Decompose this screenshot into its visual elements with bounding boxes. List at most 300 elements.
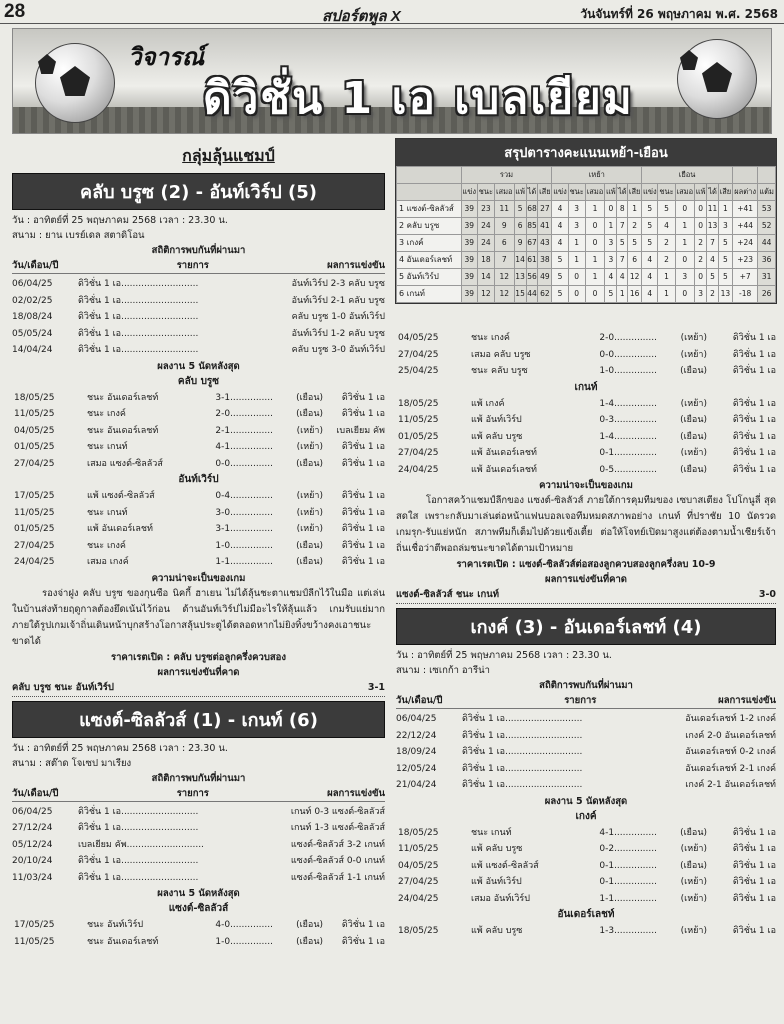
h2h-date: 05/12/24 [12, 839, 53, 850]
h2h-date: 06/04/25 [12, 279, 53, 289]
h2h-list [12, 276, 385, 359]
standings-cell: 5 [617, 235, 628, 252]
h2h-heading: สถิติการพบกันที่ผ่านมา [539, 680, 633, 691]
form-venue: (เหย้า) [680, 349, 707, 360]
form-competition: ดิวิชั่น 1 เอ [341, 920, 385, 930]
standings-cell: 0 [695, 201, 707, 218]
form-score: 0-2............... [599, 844, 657, 854]
prediction-text: แซงต์-ซิลลัวส์ ชนะ เกนท์ [396, 589, 499, 600]
stat-col-header: ชนะ [477, 184, 494, 201]
form-opponent: แพ้ อันเดอร์เลชท์ [471, 464, 537, 475]
standings-cell: 7 [494, 252, 514, 269]
form-score: 0-3............... [599, 415, 657, 425]
h2h-result: แซงต์-ซิลลัวส์ 0-0 เกนท์ [290, 856, 385, 866]
form-opponent: แพ้ อันเดอร์เลชท์ [87, 524, 153, 534]
form-score: 3-1............... [215, 524, 273, 534]
standings-pts: 52 [758, 218, 776, 235]
standings-cell: 5 [514, 201, 526, 218]
left-column [12, 144, 385, 950]
h2h-row [396, 711, 776, 728]
form-venue: (เหย้า) [680, 877, 707, 887]
h2h-result: แซงต์-ซิลลัวส์ 1-1 เกนท์ [290, 872, 385, 883]
stat-col-header: แพ้ [695, 184, 707, 201]
col-result: ผลการแข่งขัน [327, 787, 385, 799]
h2h-row [12, 309, 385, 326]
standings-cell: 13 [514, 269, 526, 286]
h2h-competition: ดิวิชั่น 1 เอ........................... [78, 823, 199, 833]
form-venue: (เยือน) [296, 540, 323, 551]
h2h-result: อันท์เวิร์ป 1-2 คลับ บรูซ [291, 328, 385, 339]
form-opponent: แพ้ คลับ บรูซ [471, 431, 523, 442]
col-date: วัน/เดือน/ปี [12, 787, 59, 799]
form-opponent: ชนะ เกนท์ [87, 442, 128, 452]
form-team-name: แซงต์-ซิลลัวส์ [168, 903, 229, 914]
form-heading: ผลงาน 5 นัดหลังสุด [157, 360, 240, 372]
standings-title: สรุปตารางคะแนนเหย้า-เยือน [396, 139, 776, 166]
h2h-date: 22/12/24 [396, 730, 437, 741]
h2h-result: คลับ บรูซ 1-0 อันท์เวิร์ป [291, 312, 385, 322]
pts-col-header: แต้ม [758, 184, 776, 201]
form-team-name: อันท์เวิร์ป [178, 474, 219, 485]
standings-cell: 39 [461, 201, 477, 218]
col-date: วัน/เดือน/ปี [12, 260, 59, 271]
soccer-ball-icon [677, 39, 757, 119]
form-competition: ดิวิชั่น 1 เอ [732, 893, 776, 904]
total-group-header: รวม [461, 167, 552, 184]
form-competition: ดิวิชั่น 1 เอ [341, 409, 385, 419]
form-date: 27/04/25 [398, 448, 439, 458]
standings-cell: 38 [538, 252, 552, 269]
standings-cell: 1 [658, 286, 675, 303]
standings-cell: 5 [718, 269, 732, 286]
form-opponent: ชนะ อันเดอร์เลชท์ [87, 936, 159, 947]
form-venue: (เยือน) [296, 409, 323, 419]
form-date: 11/05/25 [14, 409, 55, 419]
standings-cell: 9 [514, 235, 526, 252]
h2h-row [12, 276, 385, 293]
form-venue: (เหย้า) [680, 333, 707, 343]
form-row [396, 445, 776, 462]
standings-cell: 5 [552, 252, 568, 269]
h2h-result: แซงต์-ซิลลัวส์ 3-2 เกนท์ [290, 839, 385, 850]
form-date: 04/05/25 [398, 860, 439, 871]
form-team-name: เกงค์ [575, 810, 597, 822]
h2h-competition: ดิวิชั่น 1 เอ........................... [78, 295, 199, 306]
standings-cell: 5 [718, 235, 732, 252]
stat-col-header: ได้ [526, 184, 538, 201]
form-list [396, 396, 776, 479]
standings-row [397, 269, 776, 286]
standings-cell: 14 [514, 252, 526, 269]
standings-cell: 12 [628, 269, 642, 286]
form-competition: ดิวิชั่น 1 เอ [732, 366, 776, 376]
standings-cell: 85 [526, 218, 538, 235]
match-header: แซงต์-ซิลลัวส์ (1) - เกนท์ (6) [12, 701, 385, 738]
h2h-competition: ดิวิชั่น 1 เอ........................... [78, 872, 199, 883]
stat-col-header: ได้ [707, 184, 719, 201]
stat-col-header: แพ้ [605, 184, 617, 201]
standings-row [397, 252, 776, 269]
form-date: 25/04/25 [398, 366, 439, 376]
standings-cell: 0 [675, 286, 695, 303]
h2h-heading: สถิติการพบกันที่ผ่านมา [151, 772, 246, 784]
stat-col-header: แข่ง [552, 184, 568, 201]
standings-cell: 24 [477, 218, 494, 235]
h2h-result: เกงค์ 2-1 อันเดอร์เลชท์ [685, 780, 776, 790]
form-row [12, 439, 385, 456]
home-group-header: เหย้า [552, 167, 642, 184]
stat-col-header: แข่ง [642, 184, 658, 201]
h2h-competition: ดิวิชั่น 1 เอ........................... [78, 345, 199, 355]
form-score: 4-0............... [215, 920, 273, 930]
standings-cell: 0 [585, 235, 605, 252]
standings-gd: +44 [732, 218, 757, 235]
standings-cell: 0 [675, 252, 695, 269]
form-score: 3-1............... [215, 392, 273, 403]
form-row [12, 488, 385, 505]
standings-cell: 4 [605, 269, 617, 286]
standings-cell: 4 [707, 252, 719, 269]
form-venue: (เยือน) [296, 392, 323, 403]
form-venue: (เยือน) [680, 464, 707, 475]
col-result: ผลการแข่งขัน [327, 260, 385, 271]
standings-cell: 12 [494, 269, 514, 286]
form-date: 04/05/25 [398, 333, 439, 343]
standings-cell: 43 [538, 235, 552, 252]
standings-team: 3 เกงค์ [397, 235, 462, 252]
standings-cell: 3 [605, 235, 617, 252]
standings-row [397, 235, 776, 252]
form-competition: ดิวิชั่น 1 เอ [732, 448, 776, 458]
form-date: 27/04/25 [14, 458, 55, 469]
form-list [12, 917, 385, 950]
prediction-text: คลับ บรูซ ชนะ อันท์เวิร์ป [12, 681, 114, 693]
form-date: 24/04/25 [398, 893, 439, 904]
form-date: 17/05/25 [14, 920, 55, 930]
form-competition: ดิวิชั่น 1 เอ [732, 349, 776, 360]
standings-cell: 4 [658, 218, 675, 235]
standings-cell: 1 [628, 201, 642, 218]
form-date: 24/04/25 [398, 464, 439, 475]
standings-cell: 2 [695, 235, 707, 252]
form-row [12, 406, 385, 423]
standings-cell: 4 [552, 235, 568, 252]
standings-cell: 14 [477, 269, 494, 286]
standings-cell: 13 [718, 286, 732, 303]
h2h-result: อันเดอร์เลชท์ 0-2 เกงค์ [685, 747, 776, 757]
standings-cell: 12 [494, 286, 514, 303]
standings-team: 4 อันเดอร์เลชท์ [397, 252, 462, 269]
form-score: 0-1............... [599, 877, 657, 887]
form-opponent: เสมอ อันท์เวิร์ป [471, 893, 530, 904]
form-opponent: ชนะ เกงค์ [87, 540, 126, 551]
form-score: 1-1............... [215, 557, 273, 567]
standings-row [397, 286, 776, 303]
form-row [396, 923, 776, 940]
prediction-heading: ผลการแข่งขันที่คาด [157, 666, 240, 678]
standings-cell: 1 [585, 201, 605, 218]
h2h-list [12, 804, 385, 887]
banner-title: ดิวิชั่น 1 เอ เบลเยียม [203, 73, 634, 124]
form-score: 1-1............... [599, 893, 657, 904]
standings-cell: 2 [707, 286, 719, 303]
standings-cell: 1 [675, 218, 695, 235]
standings-cell: 2 [628, 218, 642, 235]
standings-cell: 4 [642, 269, 658, 286]
form-competition: ดิวิชั่น 1 เอ [732, 333, 776, 343]
stat-col-header: แพ้ [514, 184, 526, 201]
form-competition: ดิวิชั่น 1 เอ [732, 827, 776, 838]
standings-cell: 0 [695, 269, 707, 286]
standings-cell: 5 [707, 269, 719, 286]
odds-text: ราคาเรตเปิด : คลับ บรูซต่อลูกครึ่งควบสอง [110, 651, 286, 663]
form-competition: ดิวิชั่น 1 เอ [732, 415, 776, 425]
h2h-competition: ดิวิชั่น 1 เอ........................... [78, 279, 199, 289]
standings-cell: 0 [695, 218, 707, 235]
h2h-row [12, 820, 385, 837]
form-team-name: เกนท์ [574, 381, 598, 393]
form-list [396, 825, 776, 908]
form-opponent: เสมอ เกงค์ [87, 557, 129, 567]
form-row [396, 347, 776, 364]
h2h-date: 06/04/25 [12, 806, 53, 817]
h2h-date: 02/02/25 [12, 295, 53, 306]
form-score: 0-5............... [599, 464, 657, 475]
form-score: 2-0............... [215, 409, 273, 419]
h2h-competition: ดิวิชั่น 1 เอ........................... [78, 328, 199, 339]
standings-cell: 5 [552, 286, 568, 303]
form-opponent: แพ้ แซงต์-ซิลลัวส์ [471, 860, 539, 871]
chance-heading: ความน่าจะเป็นของเกม [151, 572, 246, 584]
form-row [396, 841, 776, 858]
stat-col-header: เสีย [628, 184, 642, 201]
stat-col-header: เสมอ [675, 184, 695, 201]
h2h-date: 18/08/24 [12, 312, 53, 322]
standings-gd: +41 [732, 201, 757, 218]
standings-row [397, 201, 776, 218]
form-venue: (เยือน) [680, 827, 707, 838]
form-venue: (เหย้า) [680, 844, 707, 854]
form-score: 4-1............... [215, 442, 273, 452]
form-venue: (เยือน) [680, 860, 707, 871]
prediction-row [12, 680, 385, 697]
h2h-date: 14/04/24 [12, 345, 53, 355]
form-date: 11/05/25 [398, 415, 439, 425]
prediction-row [396, 587, 776, 604]
form-venue: (เหย้า) [680, 926, 707, 936]
h2h-date: 06/04/25 [396, 714, 437, 724]
form-competition: ดิวิชั่น 1 เอ [732, 877, 776, 887]
h2h-result: เกนท์ 1-3 แซงต์-ซิลลัวส์ [290, 823, 385, 833]
form-row [396, 462, 776, 479]
form-score: 2-0............... [599, 333, 657, 343]
standings-cell: 0 [568, 286, 585, 303]
col-result: ผลการแข่งขัน [718, 695, 776, 706]
standings-cell: 4 [642, 286, 658, 303]
form-heading: ผลงาน 5 นัดหลังสุด [544, 795, 628, 807]
standings-cell: 3 [605, 252, 617, 269]
h2h-result: อันท์เวิร์ป 2-3 คลับ บรูซ [291, 279, 385, 289]
h2h-competition: เบลเยียม คัพ........................... [78, 839, 204, 850]
chance-heading: ความน่าจะเป็นของเกม [539, 480, 633, 491]
form-opponent: ชนะ อันท์เวิร์ป [87, 920, 144, 930]
standings-pts: 26 [758, 286, 776, 303]
col-list: รายการ [176, 260, 209, 271]
standings-cell: 0 [605, 201, 617, 218]
form-row [396, 396, 776, 413]
h2h-result: เกงค์ 2-0 อันเดอร์เลชท์ [685, 730, 776, 741]
form-opponent: แพ้ อันท์เวิร์ป [471, 877, 522, 887]
standings-cell: 11 [707, 201, 719, 218]
standings-cell: 44 [526, 286, 538, 303]
standings-cell: 7 [617, 252, 628, 269]
form-competition: ดิวิชั่น 1 เอ [732, 464, 776, 475]
form-row [12, 456, 385, 473]
form-venue: (เยือน) [296, 936, 323, 947]
form-score: 0-4............... [215, 491, 273, 501]
form-venue: (เหย้า) [296, 524, 323, 534]
form-competition: ดิวิชั่น 1 เอ [732, 926, 776, 936]
standings-cell: 1 [658, 269, 675, 286]
form-opponent: ชนะ คลับ บรูซ [471, 366, 528, 376]
standings-team: 6 เกนท์ [397, 286, 462, 303]
h2h-row [396, 761, 776, 778]
form-competition: ดิวิชั่น 1 เอ [341, 458, 385, 469]
prediction-heading: ผลการแข่งขันที่คาด [545, 574, 627, 585]
standings-cell: 1 [617, 286, 628, 303]
standings-cell: 2 [658, 252, 675, 269]
match-venue: สนาม : สต๊าด โจเซป มาเรียง [12, 757, 132, 769]
gd-header-blank [732, 167, 757, 184]
form-row [12, 554, 385, 571]
form-date: 01/05/25 [14, 442, 55, 452]
form-row [396, 891, 776, 908]
h2h-date: 20/10/24 [12, 856, 53, 866]
form-score: 1-4............... [599, 431, 657, 442]
form-row [12, 423, 385, 440]
form-opponent: เสมอ คลับ บรูซ [471, 349, 531, 360]
h2h-result: อันเดอร์เลชท์ 1-2 เกงค์ [685, 714, 776, 724]
form-row [12, 538, 385, 555]
standings-cell: 7 [617, 218, 628, 235]
form-competition: ดิวิชั่น 1 เอ [341, 507, 385, 518]
form-opponent: แพ้ คลับ บรูซ [471, 926, 523, 936]
standings-gd: +7 [732, 269, 757, 286]
standings-cell: 13 [707, 218, 719, 235]
form-list [396, 923, 776, 940]
h2h-row [12, 853, 385, 870]
form-date: 18/05/25 [398, 827, 439, 838]
stat-col-header: เสมอ [494, 184, 514, 201]
odds-text: ราคาเรตเปิด : แซงต์-ซิลลัวส์ต่อสองลูกควบสองลูกครึ่งลบ 10-9 [456, 559, 716, 570]
h2h-competition: ดิวิชั่น 1 เอ........................... [78, 856, 199, 866]
prediction-score: 3-1 [367, 681, 385, 693]
standings-team: 2 คลับ บรูซ [397, 218, 462, 235]
standings-cell: 1 [605, 218, 617, 235]
team-col-header [397, 184, 462, 201]
standings-cell: 8 [617, 201, 628, 218]
standings-cell: 0 [568, 269, 585, 286]
stat-col-header: ได้ [617, 184, 628, 201]
form-score: 1-0............... [599, 366, 657, 376]
form-opponent: แพ้ เกงค์ [471, 398, 505, 409]
form-team-name: คลับ บรูซ [177, 375, 220, 387]
standings-cell: 3 [568, 218, 585, 235]
form-score: 0-0............... [215, 458, 273, 469]
standings-cell: 6 [494, 235, 514, 252]
standings-cell: 5 [552, 269, 568, 286]
analysis-text: รองจ่าฝูง คลับ บรูซ ของกุนซือ นิคกี้ ฮาเยน ไม่ได้ลุ้นชะตาแชมป์ลีกไว้ในมือ แต่เล่นในบ้านส่งท้ายฤดูกาลต้องยึดเน้นไว้ก่อน ด้านอันท์เวิร์ปไม่มีอะไรให้ลุ้นแล้ว เกมรับแย่มาก ภายใต้รูปเกมเจ้าถิ่นเดินหน้าบุกสร้างโอกาสลุ้นประตูได้ตลอดหากไม่ยิงทิ้งขว้างคงเอาชนะขาดได้ [12, 587, 385, 647]
form-competition: ดิวิชั่น 1 เอ [341, 491, 385, 501]
h2h-competition: ดิวิชั่น 1 เอ........................... [462, 730, 583, 741]
form-date: 01/05/25 [14, 524, 55, 534]
form-score: 0-1............... [599, 448, 657, 458]
standings-cell: 0 [585, 218, 605, 235]
form-venue: (เหย้า) [296, 425, 323, 436]
standings-cell: 9 [494, 218, 514, 235]
h2h-row [12, 326, 385, 343]
form-date: 18/05/25 [398, 926, 439, 936]
form-row [396, 858, 776, 875]
standings-cell: 3 [568, 201, 585, 218]
page-number: 28 [4, 1, 26, 22]
form-competition: ดิวิชั่น 1 เอ [732, 860, 776, 871]
form-opponent: ชนะ เกนท์ [87, 507, 128, 518]
standings-cell: 3 [675, 269, 695, 286]
standings-gd: +23 [732, 252, 757, 269]
form-competition: เบลเยียม คัพ [336, 425, 385, 436]
form-date: 04/05/25 [14, 425, 55, 436]
standings-cell: 5 [605, 286, 617, 303]
form-opponent: ชนะ เกนท์ [471, 827, 512, 838]
form-opponent: ชนะ เกงค์ [87, 409, 126, 419]
form-opponent: แพ้ คลับ บรูซ [471, 844, 523, 854]
issue-date: วันจันทร์ที่ 26 พฤษภาคม พ.ศ. 2568 [580, 7, 778, 21]
standings-cell: 7 [707, 235, 719, 252]
h2h-competition: ดิวิชั่น 1 เอ........................... [78, 806, 199, 817]
standings-cell: 12 [477, 286, 494, 303]
banner-subtitle: วิจารณ์ [128, 43, 205, 71]
form-date: 27/04/25 [398, 877, 439, 887]
stat-col-header: เสีย [538, 184, 552, 201]
stat-col-header: เสมอ [585, 184, 605, 201]
h2h-row [396, 728, 776, 745]
form-venue: (เหย้า) [296, 491, 323, 501]
standings-cell: 4 [617, 269, 628, 286]
standings-cell: 1 [675, 235, 695, 252]
form-venue: (เยือน) [680, 431, 707, 442]
h2h-date: 12/05/24 [396, 763, 437, 774]
stat-col-header: เสีย [718, 184, 732, 201]
col-list: รายการ [564, 695, 597, 706]
standings-gd: +24 [732, 235, 757, 252]
standings-cell: 62 [538, 286, 552, 303]
h2h-competition: ดิวิชั่น 1 เอ........................... [462, 747, 583, 757]
standings-cell: 3 [695, 286, 707, 303]
standings-cell: 15 [514, 286, 526, 303]
form-date: 11/05/25 [398, 844, 439, 854]
form-date: 24/04/25 [14, 557, 55, 567]
form-venue: (เหย้า) [680, 893, 707, 904]
pts-header-blank [758, 167, 776, 184]
h2h-row [396, 777, 776, 794]
standings-cell: 3 [718, 218, 732, 235]
standings-cell: 5 [642, 235, 658, 252]
gd-col-header: ผลต่าง [732, 184, 757, 201]
h2h-row [12, 804, 385, 821]
standings-cell: 4 [642, 252, 658, 269]
form-score: 0-1............... [599, 860, 657, 871]
